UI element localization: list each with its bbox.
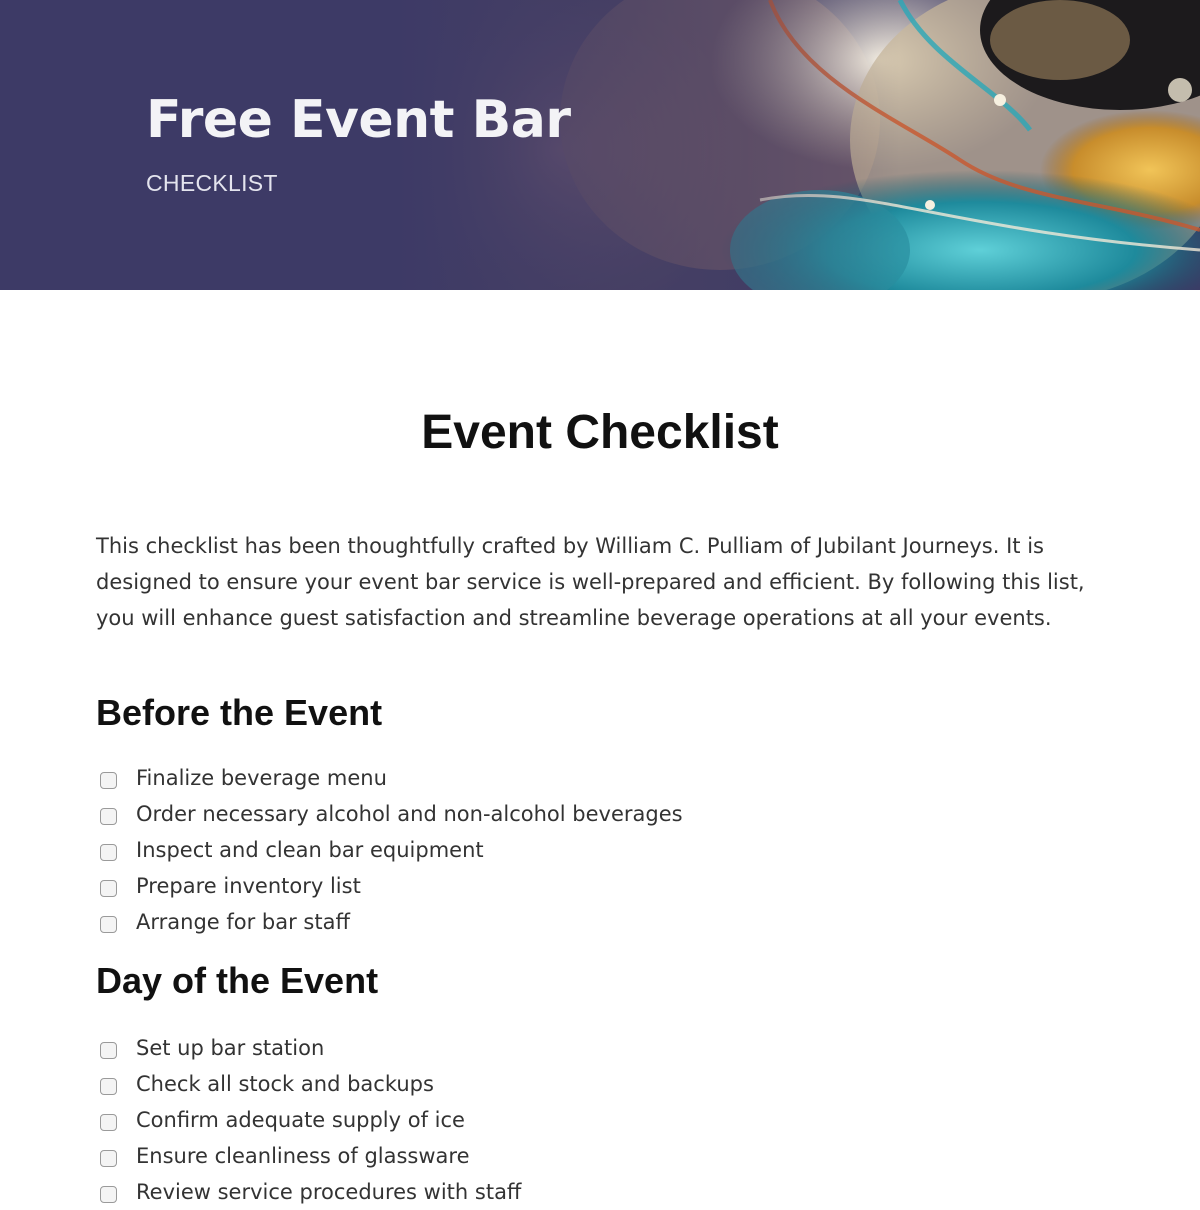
- checkbox[interactable]: [100, 844, 117, 861]
- checklist-item[interactable]: [100, 832, 683, 868]
- header-banner: [0, 0, 1200, 290]
- checklist-item[interactable]: [100, 1174, 521, 1210]
- checklist-item-label: Inspect and clean bar equipment: [136, 838, 484, 862]
- checklist-before-event: [100, 760, 683, 940]
- checklist-item-label: Check all stock and backups: [136, 1072, 434, 1096]
- checklist-item-label: Finalize beverage menu: [136, 766, 387, 790]
- checklist-item[interactable]: [100, 796, 683, 832]
- document-title: Event Checklist: [421, 406, 779, 459]
- checklist-item[interactable]: [100, 1030, 521, 1066]
- checklist-item[interactable]: [100, 760, 683, 796]
- checkbox[interactable]: [100, 1114, 117, 1131]
- checkbox[interactable]: [100, 1150, 117, 1167]
- checklist-item[interactable]: [100, 904, 683, 940]
- checklist-item-label: Order necessary alcohol and non-alcohol beverages: [136, 802, 683, 826]
- checklist-item[interactable]: [100, 868, 683, 904]
- checklist-item[interactable]: [100, 1066, 521, 1102]
- checklist-item-label: Confirm adequate supply of ice: [136, 1108, 465, 1132]
- checklist-item-label: Arrange for bar staff: [136, 910, 350, 934]
- checkbox[interactable]: [100, 772, 117, 789]
- checklist-item-label: Ensure cleanliness of glassware: [136, 1144, 470, 1168]
- checklist-item[interactable]: [100, 1102, 521, 1138]
- checklist-item-label: Set up bar station: [136, 1036, 325, 1060]
- checklist-item-label: Prepare inventory list: [136, 874, 361, 898]
- checkbox[interactable]: [100, 916, 117, 933]
- checklist-day-of-event: [100, 1030, 521, 1210]
- section-heading-before-event: Before the Event: [96, 692, 383, 733]
- checkbox[interactable]: [100, 1078, 117, 1095]
- checklist-item[interactable]: [100, 1138, 521, 1174]
- banner-title: Free Event Bar: [146, 90, 571, 150]
- checkbox[interactable]: [100, 880, 117, 897]
- checkbox[interactable]: [100, 1186, 117, 1203]
- banner-subtitle: CHECKLIST: [146, 170, 278, 196]
- section-heading-day-of-event: Day of the Event: [96, 960, 379, 1001]
- checkbox[interactable]: [100, 808, 117, 825]
- checkbox[interactable]: [100, 1042, 117, 1059]
- checklist-item-label: Review service procedures with staff: [136, 1180, 522, 1204]
- intro-paragraph: This checklist has been thoughtfully crafted by William C. Pulliam of Jubilant Journeys. It is designed to ensure your event bar service is well-prepared and efficient. By following this list, you will enhance guest satisfaction and streamline beverage operations at all your events.: [96, 534, 1085, 630]
